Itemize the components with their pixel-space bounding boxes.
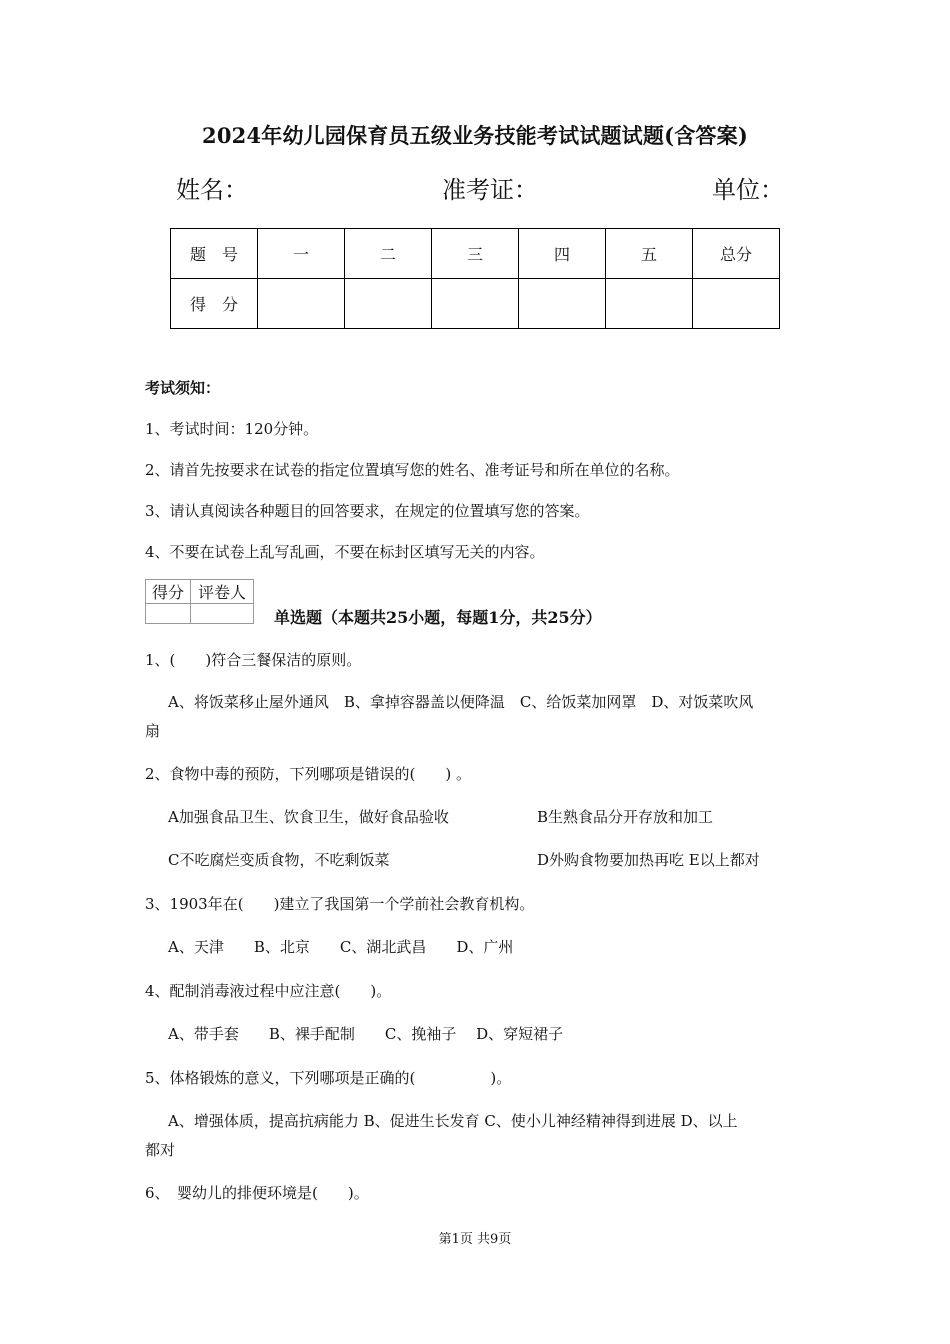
notes-title: 考试须知：: [145, 379, 221, 397]
score-cell: [693, 279, 780, 329]
score-header-cell: 二: [345, 229, 432, 279]
question-option: A、将饭菜移止屋外通风 B、拿掉容器盖以便降温 C、给饭菜加网罩 D、对饭菜吹风: [168, 693, 754, 711]
score-header-cell: 一: [258, 229, 345, 279]
score-table-score-row: [171, 279, 780, 329]
score-header-cell: 题 号: [171, 229, 258, 279]
grader-score-cell: [146, 604, 191, 624]
note-item: 1、考试时间：120分钟。: [145, 420, 319, 438]
score-header-cell: 五: [606, 229, 693, 279]
name-field-label: 姓名：: [176, 176, 248, 204]
note-item: 3、请认真阅读各种题目的回答要求，在规定的位置填写您的答案。: [145, 502, 590, 520]
score-cell: [432, 279, 519, 329]
score-cell: [345, 279, 432, 329]
exam-id-field-label: 准考证：: [442, 176, 538, 204]
note-item: 4、不要在试卷上乱写乱画，不要在标封区填写无关的内容。: [145, 543, 545, 561]
page-footer: 第1页 共9页: [438, 1232, 512, 1247]
grader-score-label: 得分: [146, 580, 191, 604]
score-header-cell: 四: [519, 229, 606, 279]
score-cell: [519, 279, 606, 329]
grader-blank-row: [146, 604, 254, 624]
candidate-fields: [0, 170, 950, 204]
question-text: 6、 婴幼儿的排便环境是( )。: [145, 1184, 369, 1202]
question-option: A、天津 B、北京 C、湖北武昌 D、广州: [168, 938, 514, 956]
question-option: D外购食物要加热再吃 E以上都对: [537, 851, 760, 869]
question-text: 3、1903年在( )建立了我国第一个学前社会教育机构。: [145, 895, 535, 913]
question-text: 5、体格锻炼的意义，下列哪项是正确的( )。: [145, 1069, 512, 1087]
score-table: [170, 228, 780, 329]
grader-reviewer-label: 评卷人: [191, 580, 254, 604]
grader-box: [145, 579, 254, 624]
question-option: A、带手套 B、裸手配制 C、挽袖子 D、穿短裙子: [168, 1025, 564, 1043]
question-option: B生熟食品分开存放和加工: [537, 808, 714, 826]
question-option: A、增强体质，提高抗病能力 B、促进生长发育 C、使小儿神经精神得到进展 D、以上: [168, 1112, 738, 1130]
score-row-label: 得 分: [171, 279, 258, 329]
question-option: 都对: [145, 1141, 176, 1159]
note-item: 2、请首先按要求在试卷的指定位置填写您的姓名、准考证号和所在单位的名称。: [145, 461, 680, 479]
score-header-cell: 总分: [693, 229, 780, 279]
question-option: A加强食品卫生、饮食卫生，做好食品验收: [168, 808, 449, 826]
question-option: C不吃腐烂变质食物，不吃剩饭菜: [168, 851, 390, 869]
page-title: 2024年幼儿园保育员五级业务技能考试试题试题(含答案): [202, 123, 748, 148]
score-cell: [606, 279, 693, 329]
grader-header-row: [146, 580, 254, 604]
question-text: 1、( )符合三餐保洁的原则。: [145, 651, 362, 669]
question-option: 扇: [145, 722, 161, 740]
score-header-cell: 三: [432, 229, 519, 279]
question-text: 2、食物中毒的预防，下列哪项是错误的( ) 。: [145, 765, 472, 783]
question-text: 4、配制消毒液过程中应注意( )。: [145, 982, 392, 1000]
unit-field-label: 单位：: [712, 176, 784, 204]
section-heading: 单选题（本题共25小题，每题1分，共25分）: [274, 608, 602, 627]
score-table-header-row: [171, 229, 780, 279]
score-cell: [258, 279, 345, 329]
grader-reviewer-cell: [191, 604, 254, 624]
